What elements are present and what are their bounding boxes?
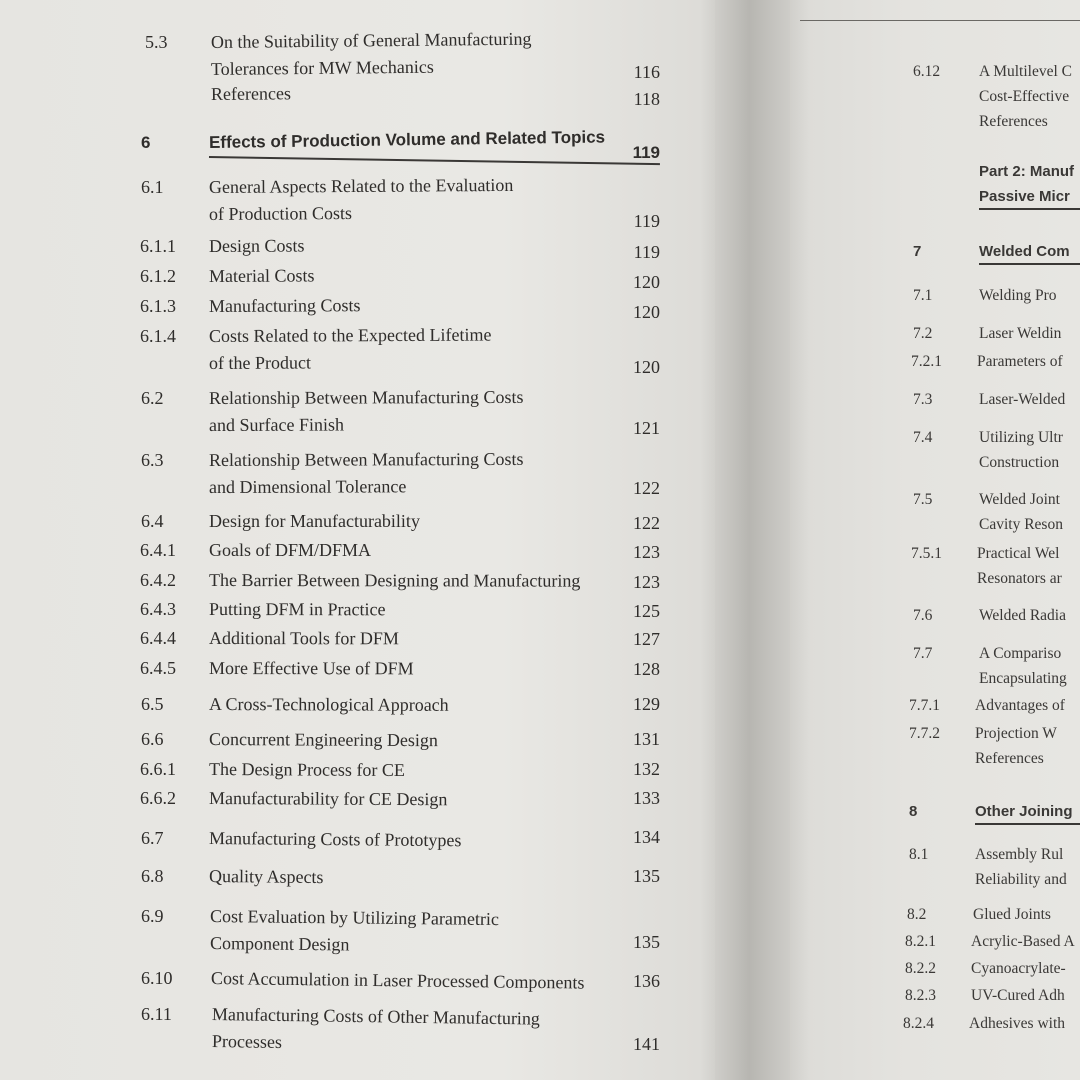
toc-entry-title: More Effective Use of DFM	[208, 658, 414, 679]
toc-entry-number: 8.2.4	[903, 1015, 934, 1032]
toc-entry-title: Projection W	[975, 725, 1057, 742]
toc-entry-page-number: 128	[633, 659, 660, 679]
toc-entry-number: 6.1.1	[140, 236, 176, 256]
toc-entry-title: Relationship Between Manufacturing Costs	[208, 448, 524, 470]
toc-entry-page-number: 129	[633, 694, 660, 714]
toc-entry-title: A Compariso	[979, 645, 1062, 662]
toc-entry-page-number: 141	[633, 1034, 660, 1054]
toc-entry-number: 7.5.1	[911, 545, 942, 562]
toc-entry-title: Additional Tools for DFM	[208, 628, 399, 649]
toc-entry-title: The Barrier Between Designing and Manufacturing	[208, 570, 581, 591]
toc-entry-title: Manufacturability for CE Design	[208, 788, 448, 810]
book-gutter-shadow	[700, 0, 810, 1080]
toc-entry-number: 6.11	[141, 1004, 172, 1024]
toc-entry-number: 6.8	[141, 866, 164, 886]
toc-entry-number: 6.1.3	[140, 296, 176, 316]
toc-entry-number: 7.7.1	[909, 697, 940, 714]
toc-entry-number: 6.4.1	[140, 540, 176, 560]
toc-entry-title: On the Suitability of General Manufacturing	[210, 28, 532, 52]
toc-entry-page-number: 122	[633, 513, 660, 533]
chapter-title: Effects of Production Volume and Related Topics	[208, 127, 606, 152]
toc-entry-title: Cyanoacrylate-	[971, 960, 1066, 977]
toc-entry-title: Laser-Welded	[979, 391, 1066, 408]
toc-entry-title: Design Costs	[208, 235, 305, 256]
toc-entry-number: 6.10	[141, 968, 173, 988]
toc-entry-number: 7.2	[913, 325, 933, 342]
toc-entry-page-number: 116	[633, 62, 660, 82]
toc-entry-page-number: 135	[633, 932, 660, 952]
toc-entry-title: Tolerances for MW Mechanics	[210, 56, 434, 79]
toc-entry-title: of Production Costs	[208, 203, 353, 224]
toc-entry-number: 8.2.1	[905, 933, 936, 950]
toc-entry-page-number: 120	[633, 272, 660, 292]
toc-entry-page-number: 119	[633, 242, 660, 262]
toc-entry-title: Acrylic-Based A	[971, 933, 1075, 950]
toc-entry-page-number: 118	[633, 89, 660, 109]
toc-entry-title: References	[975, 750, 1044, 767]
toc-entry-title: Laser Weldin	[979, 325, 1062, 342]
toc-entry-page-number: 127	[633, 629, 660, 649]
toc-entry-number: 7.7.2	[909, 725, 940, 742]
toc-entry-number: 6.1.4	[140, 326, 176, 346]
toc-entry-title: Cost Accumulation in Laser Processed Components	[210, 968, 585, 993]
toc-entry-title: Reliability and	[975, 871, 1067, 888]
toc-entry-number: 8.2.2	[905, 960, 936, 977]
toc-entry-number: 7.1	[913, 287, 933, 304]
toc-entry-number: 8.1	[909, 846, 929, 863]
chapter-title: Other Joining	[975, 803, 1073, 820]
toc-entry-page-number: 119	[632, 143, 660, 162]
toc-entry-title: and Surface Finish	[208, 414, 345, 435]
toc-entry-number: 6.2	[141, 388, 164, 408]
toc-entry-title: Assembly Rul	[975, 846, 1064, 863]
toc-entry-title: References	[979, 113, 1048, 130]
toc-entry-number: 7	[913, 243, 922, 260]
toc-entry-number: 6.9	[141, 906, 164, 926]
toc-entry-title: Encapsulating	[979, 670, 1067, 687]
toc-entry-title: Cost-Effective	[979, 88, 1070, 105]
toc-entry-page-number: 120	[633, 302, 660, 322]
toc-entry-title: Cost Evaluation by Utilizing Parametric	[209, 906, 500, 930]
toc-entry-title: Resonators ar	[977, 570, 1062, 587]
toc-entry-title: Component Design	[209, 933, 350, 955]
toc-entry-number: 6.1.2	[140, 266, 176, 286]
chapter-title: Welded Com	[979, 243, 1070, 260]
toc-entry-page-number: 131	[633, 729, 660, 749]
toc-entry-page-number: 123	[633, 542, 660, 562]
toc-entry-title: A Multilevel C	[979, 63, 1072, 80]
toc-entry-number: 8.2	[907, 906, 927, 923]
toc-entry-number: 7.2.1	[911, 353, 942, 370]
toc-entry-title: Relationship Between Manufacturing Costs	[208, 386, 524, 408]
toc-entry-title: Manufacturing Costs of Other Manufacturing	[211, 1004, 541, 1029]
toc-entry-number: 6.4.2	[140, 570, 176, 590]
chapter-underline	[975, 823, 1080, 825]
toc-entry-number: 6.4	[141, 511, 164, 531]
toc-entry-title: Practical Wel	[977, 545, 1060, 562]
page-top-rule	[800, 20, 1080, 21]
toc-entry-number: 7.4	[913, 429, 933, 446]
toc-entry-title: References	[210, 83, 292, 104]
toc-entry-title: Adhesives with	[969, 1015, 1066, 1032]
toc-entry-number: 6.4.3	[140, 599, 176, 619]
toc-entry-number: 6.12	[913, 63, 941, 80]
toc-entry-number: 6.4.4	[140, 628, 176, 648]
toc-entry-title: Design for Manufacturability	[209, 511, 420, 531]
toc-entry-number: 8	[909, 803, 918, 820]
toc-entry-number: 7.5	[913, 491, 933, 508]
toc-entry-title: Manufacturing Costs of Prototypes	[208, 828, 462, 851]
toc-entry-title: and Dimensional Tolerance	[208, 476, 407, 497]
toc-entry-title: UV-Cured Adh	[971, 987, 1065, 1004]
toc-entry-page-number: 135	[633, 866, 660, 886]
toc-entry-title: The Design Process for CE	[208, 759, 406, 781]
toc-entry-number: 6	[141, 133, 151, 152]
toc-entry-title: Parameters of	[977, 353, 1063, 370]
toc-entry-number: 6.7	[141, 828, 164, 848]
toc-entry-title: Welded Radia	[979, 607, 1066, 624]
toc-entry-page-number: 122	[633, 478, 660, 498]
toc-entry-title: Advantages of	[975, 697, 1065, 714]
toc-entry-number: 5.3	[145, 32, 168, 52]
chapter-title: Passive Micr	[979, 188, 1070, 205]
toc-entry-title: Construction	[979, 454, 1060, 471]
toc-entry-number: 7.3	[913, 391, 933, 408]
toc-entry-page-number: 134	[633, 827, 660, 847]
toc-entry-title: Processes	[211, 1031, 283, 1052]
toc-entry-number: 6.4.5	[140, 658, 176, 678]
toc-entry-page-number: 133	[633, 788, 660, 808]
toc-entry-number: 7.7	[913, 645, 933, 662]
chapter-title: Part 2: Manuf	[979, 163, 1075, 180]
toc-entry-title: Manufacturing Costs	[208, 295, 361, 316]
toc-entry-title: Quality Aspects	[208, 866, 324, 887]
toc-entry-number: 6.3	[141, 450, 164, 470]
toc-entry-title: Welding Pro	[979, 287, 1057, 304]
toc-entry-title: Material Costs	[208, 265, 315, 286]
toc-entry-number: 6.6.1	[140, 759, 176, 779]
toc-entry-title: Concurrent Engineering Design	[208, 729, 438, 751]
chapter-underline	[979, 263, 1080, 265]
toc-entry-page-number: 121	[633, 418, 660, 438]
toc-entry-page-number: 119	[633, 211, 660, 231]
toc-entry-number: 8.2.3	[905, 987, 936, 1004]
toc-entry-title: of the Product	[208, 352, 312, 373]
toc-entry-number: 6.5	[141, 694, 164, 714]
toc-entry-number: 6.1	[141, 177, 164, 197]
toc-entry-title: Utilizing Ultr	[979, 429, 1063, 446]
toc-entry-page-number: 136	[633, 971, 660, 991]
toc-entry-title: Cavity Reson	[979, 516, 1063, 533]
toc-entry-title: Costs Related to the Expected Lifetime	[208, 324, 492, 346]
toc-entry-title: Putting DFM in Practice	[208, 599, 386, 620]
toc-entry-number: 6.6	[141, 729, 164, 749]
toc-entry-page-number: 120	[633, 357, 660, 377]
toc-entry-title: General Aspects Related to the Evaluation	[208, 174, 514, 197]
toc-entry-title: Glued Joints	[973, 906, 1051, 923]
toc-entry-page-number: 123	[633, 572, 660, 592]
toc-entry-title: Welded Joint	[979, 491, 1060, 508]
chapter-underline	[979, 208, 1080, 210]
toc-entry-page-number: 132	[633, 759, 660, 779]
toc-entry-number: 7.6	[913, 607, 933, 624]
toc-entry-number: 6.6.2	[140, 788, 176, 808]
toc-entry-page-number: 125	[633, 601, 660, 621]
toc-entry-title: A Cross-Technological Approach	[208, 694, 449, 715]
toc-entry-title: Goals of DFM/DFMA	[209, 540, 372, 560]
